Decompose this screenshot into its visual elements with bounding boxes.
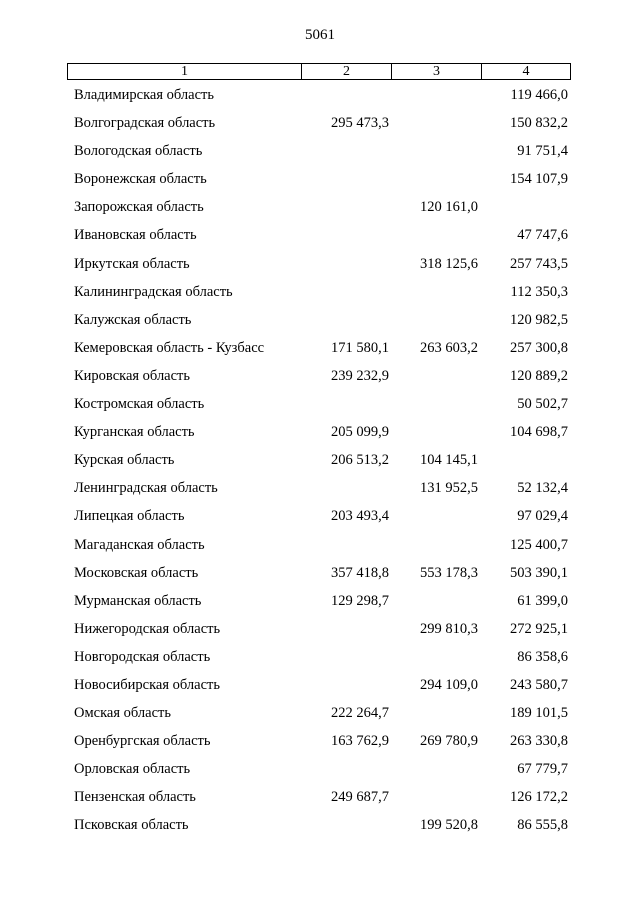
region-name: Владимирская область	[74, 87, 214, 103]
table-row	[0, 814, 640, 842]
region-name: Ивановская область	[74, 227, 197, 244]
column-4-value: 257 743,5	[510, 255, 568, 272]
table-row	[0, 702, 640, 730]
column-4-value: 243 580,7	[510, 676, 568, 693]
column-4-value: 91 751,4	[517, 143, 568, 160]
column-4-value: 150 832,2	[510, 115, 568, 132]
column-2-value: 205 099,9	[331, 424, 389, 441]
table-row	[0, 84, 640, 112]
table-row	[0, 674, 640, 702]
table-row	[0, 786, 640, 814]
region-name: Волгоградская область	[74, 115, 216, 132]
column-4-value: 119 466,0	[510, 87, 568, 103]
column-3-value: 104 145,1	[420, 452, 478, 469]
region-name: Орловская область	[74, 761, 191, 778]
region-name: Кировская область	[74, 367, 191, 384]
region-name: Магаданская область	[74, 536, 205, 553]
region-name: Курганская область	[74, 424, 195, 441]
table-row	[0, 168, 640, 196]
column-4-value: 47 747,6	[517, 227, 568, 244]
table-row	[0, 534, 640, 562]
table-row	[0, 477, 640, 505]
column-4-value: 61 399,0	[517, 592, 568, 609]
table-row	[0, 140, 640, 168]
column-4-value: 112 350,3	[510, 283, 568, 300]
column-2-value: 203 493,4	[331, 508, 389, 525]
table-row	[0, 112, 640, 140]
column-2-value: 295 473,3	[331, 115, 389, 132]
region-name: Мурманская область	[74, 592, 202, 609]
region-name: Кемеровская область - Кузбасс	[74, 339, 265, 356]
table-row	[0, 758, 640, 786]
column-4-value: 97 029,4	[517, 508, 568, 525]
region-name: Псковская область	[74, 817, 189, 834]
column-3-value: 553 178,3	[420, 564, 478, 581]
table-row	[0, 337, 640, 365]
column-3-value: 294 109,0	[420, 676, 478, 693]
region-name: Запорожская область	[74, 199, 204, 216]
region-name: Московская область	[74, 564, 199, 581]
table-row	[0, 590, 640, 618]
table-row	[0, 646, 640, 674]
column-4-value: 86 555,8	[517, 817, 568, 834]
table-row	[0, 196, 640, 224]
column-4-value: 120 889,2	[510, 367, 568, 384]
table-row	[0, 730, 640, 758]
table-row	[0, 618, 640, 646]
column-2-value: 171 580,1	[331, 339, 389, 356]
region-name: Костромская область	[74, 396, 205, 413]
column-3-value: 263 603,2	[420, 339, 478, 356]
column-2-value: 129 298,7	[331, 592, 389, 609]
table-header	[67, 63, 571, 80]
table-body	[0, 84, 640, 843]
column-4-value: 125 400,7	[510, 536, 568, 553]
table-row	[0, 393, 640, 421]
region-name: Ленинградская область	[74, 480, 218, 497]
column-3-value: 199 520,8	[420, 817, 478, 834]
column-4-value: 257 300,8	[510, 339, 568, 356]
table-row	[0, 224, 640, 252]
column-header-2: 2	[302, 64, 392, 79]
column-2-value: 163 762,9	[331, 733, 389, 750]
column-2-value: 239 232,9	[331, 367, 389, 384]
region-name: Липецкая область	[74, 508, 185, 525]
column-4-value: 189 101,5	[510, 705, 568, 722]
column-4-value: 126 172,2	[510, 789, 568, 806]
column-3-value: 299 810,3	[420, 620, 478, 637]
column-4-value: 52 132,4	[517, 480, 568, 497]
column-4-value: 154 107,9	[510, 171, 568, 188]
column-4-value: 50 502,7	[517, 396, 568, 413]
region-name: Вологодская область	[74, 143, 203, 160]
table-row	[0, 309, 640, 337]
column-3-value: 120 161,0	[420, 199, 478, 216]
column-4-value: 104 698,7	[510, 424, 568, 441]
column-2-value: 222 264,7	[331, 705, 389, 722]
column-header-3: 3	[392, 64, 482, 79]
column-header-1: 1	[68, 64, 302, 79]
table-row	[0, 505, 640, 533]
table-row	[0, 421, 640, 449]
column-3-value: 269 780,9	[420, 733, 478, 750]
column-4-value: 86 358,6	[517, 648, 568, 665]
region-name: Новосибирская область	[74, 676, 220, 693]
table-row	[0, 253, 640, 281]
column-4-value: 120 982,5	[510, 311, 568, 328]
column-4-value: 263 330,8	[510, 733, 568, 750]
region-name: Пензенская область	[74, 789, 196, 806]
table-row	[0, 449, 640, 477]
table-row	[0, 365, 640, 393]
region-name: Калининградская область	[74, 283, 233, 300]
table-row	[0, 281, 640, 309]
column-4-value: 67 779,7	[517, 761, 568, 778]
table-row	[0, 562, 640, 590]
region-name: Новгородская область	[74, 648, 211, 665]
column-header-4: 4	[522, 64, 530, 79]
region-name: Иркутская область	[74, 255, 190, 272]
column-2-value: 206 513,2	[331, 452, 389, 469]
region-name: Воронежская область	[74, 171, 207, 188]
column-3-value: 131 952,5	[420, 480, 478, 497]
page-number: 5061	[305, 27, 335, 43]
region-name: Курская область	[74, 452, 175, 469]
region-name: Омская область	[74, 705, 171, 722]
column-2-value: 249 687,7	[331, 789, 389, 806]
column-4-value: 503 390,1	[510, 564, 568, 581]
region-name: Нижегородская область	[74, 620, 221, 637]
column-3-value: 318 125,6	[420, 255, 478, 272]
region-name: Оренбургская область	[74, 733, 211, 750]
column-4-value: 272 925,1	[510, 620, 568, 637]
region-name: Калужская область	[74, 311, 192, 328]
column-2-value: 357 418,8	[331, 564, 389, 581]
